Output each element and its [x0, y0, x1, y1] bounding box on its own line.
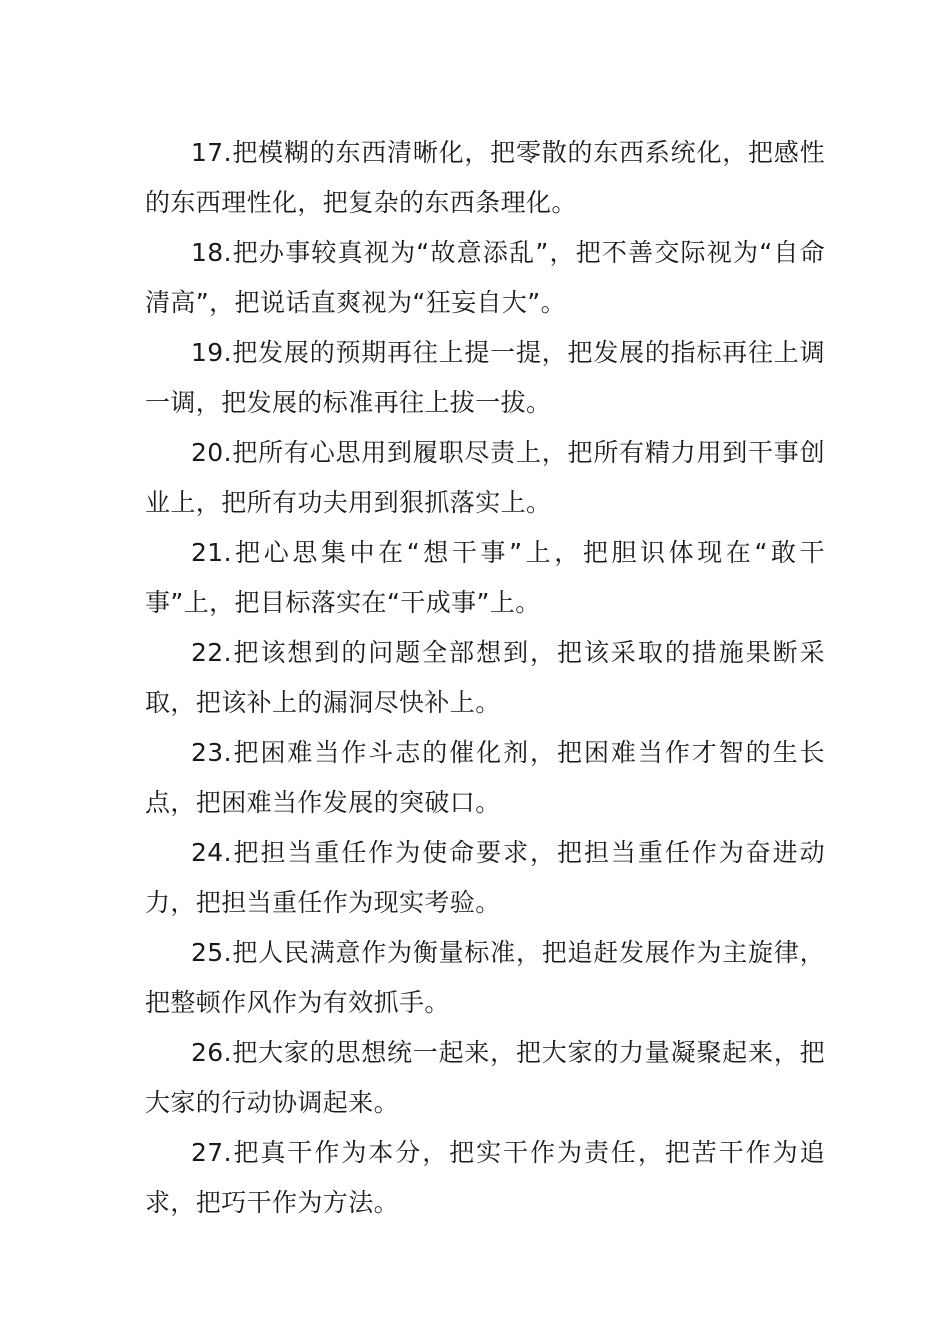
paragraph-23: 23.把困难当作斗志的催化剂，把困难当作才智的生长点，把困难当作发展的突破口。: [145, 738, 825, 817]
paragraph-25: 25.把人民满意作为衡量标准，把追赶发展作为主旋律，把整顿作风作为有效抓手。: [145, 938, 825, 1017]
paragraph-26: 26.把大家的思想统一起来，把大家的力量凝聚起来，把大家的行动协调起来。: [145, 1038, 825, 1117]
paragraph-19: 19.把发展的预期再往上提一提，把发展的指标再往上调一调，把发展的标准再往上拔一拔。: [145, 338, 825, 417]
document-body: [145, 128, 825, 1228]
paragraph-20: 20.把所有心思用到履职尽责上，把所有精力用到干事创业上，把所有功夫用到狠抓落实上。: [145, 438, 825, 517]
paragraph-24: 24.把担当重任作为使命要求，把担当重任作为奋进动力，把担当重任作为现实考验。: [145, 838, 825, 917]
paragraph-17: 17.把模糊的东西清晰化，把零散的东西系统化，把感性的东西理性化，把复杂的东西条理化。: [145, 138, 825, 217]
paragraph-18: 18.把办事较真视为“故意添乱”，把不善交际视为“自命清高”，把说话直爽视为“狂妄自大”。: [145, 238, 825, 317]
paragraph-21: 21.把心思集中在“想干事”上，把胆识体现在“敢干事”上，把目标落实在“干成事”上。: [145, 538, 825, 617]
paragraph-22: 22.把该想到的问题全部想到，把该采取的措施果断采取，把该补上的漏洞尽快补上。: [145, 638, 825, 717]
paragraph-27: 27.把真干作为本分，把实干作为责任，把苦干作为追求，把巧干作为方法。: [145, 1138, 825, 1217]
